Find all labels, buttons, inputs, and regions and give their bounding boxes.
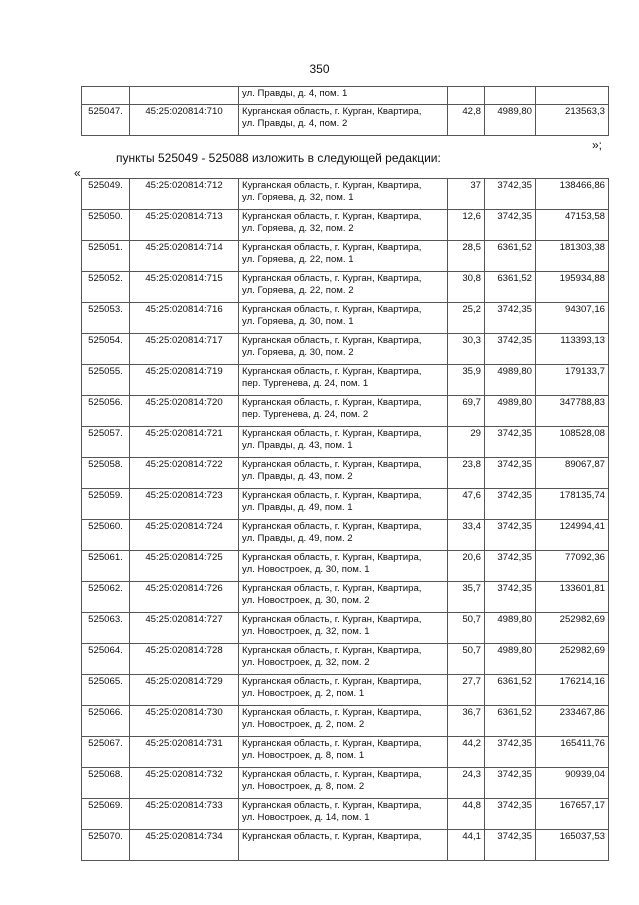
address-line-1: Курганская область, г. Курган, Квартира,	[242, 583, 422, 594]
item-number: 525052.	[82, 272, 130, 303]
item-number: 525053.	[82, 303, 130, 334]
address-line-1: Курганская область, г. Курган, Квартира,	[242, 273, 422, 284]
item-number: 525056.	[82, 396, 130, 427]
price-value: 3742,35	[485, 179, 536, 210]
address-line-1: Курганская область, г. Курган, Квартира,	[242, 645, 422, 656]
cadastral-number: 45:25:020814:716	[130, 303, 239, 334]
address-cell	[239, 551, 448, 582]
total-value: 47153,58	[536, 210, 609, 241]
address-line-1: Курганская область, г. Курган, Квартира,	[242, 106, 422, 117]
total-value: 233467,86	[536, 706, 609, 737]
area-value: 30,3	[448, 334, 485, 365]
cadastral-number: 45:25:020814:710	[130, 105, 239, 136]
area-value: 44,2	[448, 737, 485, 768]
table-row	[82, 830, 609, 861]
address-line-2: ул. Правды, д. 4, пом. 2	[242, 118, 348, 130]
price-value: 6361,52	[485, 706, 536, 737]
cadastral-number: 45:25:020814:717	[130, 334, 239, 365]
address-line-1: ул. Правды, д. 4, пом. 1	[242, 88, 348, 99]
address-cell	[239, 644, 448, 675]
area-value: 33,4	[448, 520, 485, 551]
price-value: 4989,80	[485, 644, 536, 675]
table-row	[82, 489, 609, 520]
total-value: 138466,86	[536, 179, 609, 210]
price-value: 3742,35	[485, 768, 536, 799]
address-cell	[239, 706, 448, 737]
cadastral-number: 45:25:020814:722	[130, 458, 239, 489]
cadastral-number: 45:25:020814:720	[130, 396, 239, 427]
cadastral-number: 45:25:020814:729	[130, 675, 239, 706]
address-line-2: ул. Горяева, д. 32, пом. 1	[242, 192, 354, 204]
total-value: 213563,3	[536, 105, 609, 136]
price-value: 3742,35	[485, 830, 536, 861]
address-cell	[239, 396, 448, 427]
address-cell	[239, 489, 448, 520]
item-number: 525064.	[82, 644, 130, 675]
address-line-2: пер. Тургенева, д. 24, пом. 2	[242, 409, 369, 421]
table-row	[82, 613, 609, 644]
price-value: 3742,35	[485, 458, 536, 489]
table-row	[82, 706, 609, 737]
address-line-1: Курганская область, г. Курган, Квартира,	[242, 366, 422, 377]
items-table	[81, 178, 609, 861]
total-value: 133601,81	[536, 582, 609, 613]
table-row	[82, 334, 609, 365]
address-cell	[239, 303, 448, 334]
previous-items-table	[81, 86, 609, 136]
area-value: 44,8	[448, 799, 485, 830]
cadastral-number: 45:25:020814:727	[130, 613, 239, 644]
cadastral-number: 45:25:020814:714	[130, 241, 239, 272]
area-value: 30,8	[448, 272, 485, 303]
area-value: 35,7	[448, 582, 485, 613]
address-line-1: Курганская область, г. Курган, Квартира,	[242, 397, 422, 408]
table-row	[82, 458, 609, 489]
item-number: 525070.	[82, 830, 130, 861]
address-line-2: ул. Новостроек, д. 14, пом. 1	[242, 812, 370, 824]
total-value: 179133,7	[536, 365, 609, 396]
total-value: 167657,17	[536, 799, 609, 830]
table-row	[82, 768, 609, 799]
table-row	[82, 675, 609, 706]
address-line-2: ул. Новостроек, д. 2, пом. 2	[242, 719, 365, 731]
address-cell	[239, 334, 448, 365]
address-line-2: ул. Новостроек, д. 32, пом. 2	[242, 657, 370, 669]
address-cell	[239, 737, 448, 768]
price-value: 6361,52	[485, 272, 536, 303]
cadastral-number: 45:25:020814:726	[130, 582, 239, 613]
address-line-1: Курганская область, г. Курган, Квартира,	[242, 459, 422, 470]
item-number: 525059.	[82, 489, 130, 520]
cadastral-number: 45:25:020814:725	[130, 551, 239, 582]
price-value: 6361,52	[485, 241, 536, 272]
area-value: 44,1	[448, 830, 485, 861]
address-line-1: Курганская область, г. Курган, Квартира,	[242, 831, 422, 842]
address-cell	[239, 179, 448, 210]
address-cell	[239, 241, 448, 272]
area-value	[448, 87, 485, 105]
cadastral-number: 45:25:020814:732	[130, 768, 239, 799]
total-value: 181303,38	[536, 241, 609, 272]
item-number: 525065.	[82, 675, 130, 706]
table-row	[82, 365, 609, 396]
area-value: 42,8	[448, 105, 485, 136]
table-row	[82, 241, 609, 272]
page-number: 350	[309, 62, 330, 76]
area-value: 35,9	[448, 365, 485, 396]
price-value: 3742,35	[485, 520, 536, 551]
address-line-1: Курганская область, г. Курган, Квартира,	[242, 738, 422, 749]
table-row	[82, 272, 609, 303]
table-row	[82, 644, 609, 675]
address-line-1: Курганская область, г. Курган, Квартира,	[242, 242, 422, 253]
address-line-2: ул. Горяева, д. 30, пом. 2	[242, 347, 354, 359]
item-number: 525055.	[82, 365, 130, 396]
address-line-2: пер. Тургенева, д. 24, пом. 1	[242, 378, 369, 390]
price-value: 6361,52	[485, 675, 536, 706]
address-cell	[239, 87, 448, 105]
table-row	[82, 427, 609, 458]
total-value: 165411,76	[536, 737, 609, 768]
item-number: 525068.	[82, 768, 130, 799]
price-value: 3742,35	[485, 427, 536, 458]
address-cell	[239, 458, 448, 489]
area-value: 24,3	[448, 768, 485, 799]
price-value: 3742,35	[485, 799, 536, 830]
price-value: 3742,35	[485, 303, 536, 334]
area-value: 50,7	[448, 613, 485, 644]
address-line-1: Курганская область, г. Курган, Квартира,	[242, 800, 422, 811]
address-line-2: ул. Новостроек, д. 8, пом. 1	[242, 750, 365, 762]
area-value: 47,6	[448, 489, 485, 520]
table-row	[82, 179, 609, 210]
area-value: 29	[448, 427, 485, 458]
area-value: 23,8	[448, 458, 485, 489]
address-line-2: ул. Правды, д. 49, пом. 2	[242, 533, 353, 545]
address-line-2: ул. Новостроек, д. 30, пом. 2	[242, 595, 370, 607]
total-value: 113393,13	[536, 334, 609, 365]
item-number: 525051.	[82, 241, 130, 272]
table-row	[82, 396, 609, 427]
total-value: 124994,41	[536, 520, 609, 551]
price-value: 3742,35	[485, 737, 536, 768]
address-cell	[239, 613, 448, 644]
cadastral-number: 45:25:020814:731	[130, 737, 239, 768]
total-value: 89067,87	[536, 458, 609, 489]
item-number: 525063.	[82, 613, 130, 644]
total-value: 252982,69	[536, 644, 609, 675]
cadastral-number: 45:25:020814:734	[130, 830, 239, 861]
price-value: 4989,80	[485, 396, 536, 427]
table-row	[82, 520, 609, 551]
item-number: 525061.	[82, 551, 130, 582]
total-value: 176214,16	[536, 675, 609, 706]
area-value: 50,7	[448, 644, 485, 675]
address-cell	[239, 799, 448, 830]
cadastral-number: 45:25:020814:728	[130, 644, 239, 675]
address-line-1: Курганская область, г. Курган, Квартира,	[242, 490, 422, 501]
area-value: 37	[448, 179, 485, 210]
address-cell	[239, 272, 448, 303]
item-number	[82, 87, 130, 105]
cadastral-number	[130, 87, 239, 105]
cadastral-number: 45:25:020814:712	[130, 179, 239, 210]
address-line-2: ул. Горяева, д. 30, пом. 1	[242, 316, 354, 328]
price-value: 3742,35	[485, 210, 536, 241]
address-line-2: ул. Новостроек, д. 32, пом. 1	[242, 626, 370, 638]
item-number: 525050.	[82, 210, 130, 241]
item-number: 525057.	[82, 427, 130, 458]
address-line-2: ул. Правды, д. 43, пом. 2	[242, 471, 353, 483]
address-line-1: Курганская область, г. Курган, Квартира,	[242, 707, 422, 718]
address-cell	[239, 830, 448, 861]
address-line-2: ул. Горяева, д. 22, пом. 1	[242, 254, 354, 266]
item-number: 525047.	[82, 105, 130, 136]
item-number: 525069.	[82, 799, 130, 830]
item-number: 525049.	[82, 179, 130, 210]
address-line-1: Курганская область, г. Курган, Квартира,	[242, 521, 422, 532]
table-row	[82, 210, 609, 241]
price-value: 3742,35	[485, 582, 536, 613]
address-line-1: Курганская область, г. Курган, Квартира,	[242, 614, 422, 625]
price-value: 3742,35	[485, 489, 536, 520]
area-value: 20,6	[448, 551, 485, 582]
address-line-2: ул. Правды, д. 49, пом. 1	[242, 502, 353, 514]
area-value: 12,6	[448, 210, 485, 241]
address-line-2: ул. Новостроек, д. 30, пом. 1	[242, 564, 370, 576]
total-value: 178135,74	[536, 489, 609, 520]
price-value	[485, 87, 536, 105]
address-cell	[239, 768, 448, 799]
instruction-text: пункты 525049 - 525088 изложить в следующей редакции:	[116, 151, 441, 165]
table-row	[82, 303, 609, 334]
total-value: 252982,69	[536, 613, 609, 644]
address-line-2: ул. Новостроек, д. 8, пом. 2	[242, 781, 365, 793]
address-line-2: ул. Правды, д. 43, пом. 1	[242, 440, 353, 452]
table-row	[82, 737, 609, 768]
address-cell	[239, 675, 448, 706]
address-cell	[239, 520, 448, 551]
address-line-1: Курганская область, г. Курган, Квартира,	[242, 335, 422, 346]
cadastral-number: 45:25:020814:730	[130, 706, 239, 737]
address-cell	[239, 210, 448, 241]
address-line-1: Курганская область, г. Курган, Квартира,	[242, 180, 422, 191]
total-value: 347788,83	[536, 396, 609, 427]
price-value: 3742,35	[485, 334, 536, 365]
area-value: 36,7	[448, 706, 485, 737]
total-value: 165037,53	[536, 830, 609, 861]
table-row	[82, 582, 609, 613]
price-value: 4989,80	[485, 105, 536, 136]
address-line-2: ул. Горяева, д. 32, пом. 2	[242, 223, 354, 235]
cadastral-number: 45:25:020814:715	[130, 272, 239, 303]
table-row	[82, 87, 609, 105]
cadastral-number: 45:25:020814:733	[130, 799, 239, 830]
address-line-2: ул. Горяева, д. 22, пом. 2	[242, 285, 354, 297]
address-line-1: Курганская область, г. Курган, Квартира,	[242, 211, 422, 222]
item-number: 525058.	[82, 458, 130, 489]
area-value: 69,7	[448, 396, 485, 427]
cadastral-number: 45:25:020814:719	[130, 365, 239, 396]
address-cell	[239, 582, 448, 613]
opening-quote: «	[74, 166, 81, 180]
address-cell	[239, 105, 448, 136]
total-value: 195934,88	[536, 272, 609, 303]
table-row	[82, 551, 609, 582]
area-value: 25,2	[448, 303, 485, 334]
total-value	[536, 87, 609, 105]
price-value: 4989,80	[485, 365, 536, 396]
address-cell	[239, 427, 448, 458]
cadastral-number: 45:25:020814:723	[130, 489, 239, 520]
item-number: 525067.	[82, 737, 130, 768]
item-number: 525054.	[82, 334, 130, 365]
cadastral-number: 45:25:020814:713	[130, 210, 239, 241]
area-value: 28,5	[448, 241, 485, 272]
item-number: 525066.	[82, 706, 130, 737]
item-number: 525060.	[82, 520, 130, 551]
address-cell	[239, 365, 448, 396]
cadastral-number: 45:25:020814:721	[130, 427, 239, 458]
table-row	[82, 799, 609, 830]
closing-quote: »;	[592, 138, 603, 152]
total-value: 90939,04	[536, 768, 609, 799]
total-value: 108528,08	[536, 427, 609, 458]
address-line-1: Курганская область, г. Курган, Квартира,	[242, 428, 422, 439]
table-row	[82, 105, 609, 136]
address-line-1: Курганская область, г. Курган, Квартира,	[242, 304, 422, 315]
address-line-1: Курганская область, г. Курган, Квартира,	[242, 769, 422, 780]
area-value: 27,7	[448, 675, 485, 706]
price-value: 3742,35	[485, 551, 536, 582]
cadastral-number: 45:25:020814:724	[130, 520, 239, 551]
address-line-2: ул. Новостроек, д. 2, пом. 1	[242, 688, 365, 700]
address-line-1: Курганская область, г. Курган, Квартира,	[242, 676, 422, 687]
address-line-1: Курганская область, г. Курган, Квартира,	[242, 552, 422, 563]
total-value: 94307,16	[536, 303, 609, 334]
price-value: 4989,80	[485, 613, 536, 644]
total-value: 77092,36	[536, 551, 609, 582]
item-number: 525062.	[82, 582, 130, 613]
